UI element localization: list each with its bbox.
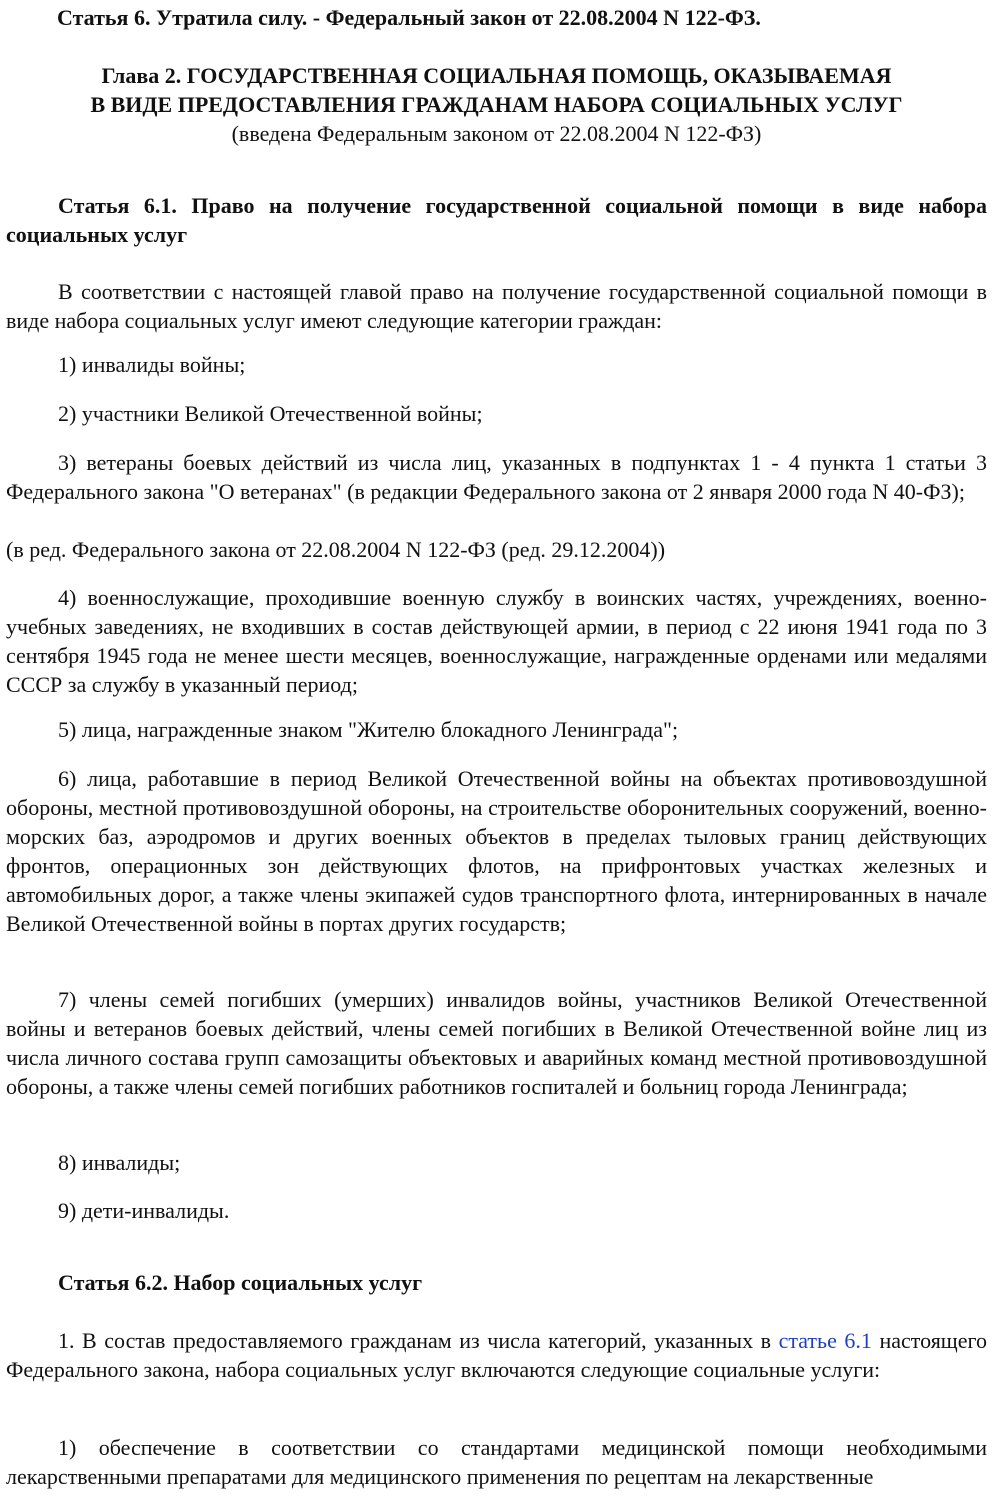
list-item: 9) дети-инвалиды. [58, 1198, 230, 1223]
list-item: 4) военнослужащие, проходившие военную службу в воинских частях, учреждениях, военно-учебных заведениях, не входивших в состав действующей армии, в период с 22 июня 1941 года по 3 сентября 1945 года не менее шести месяцев, военнослужащие, награжденные орденами или медалями СССР за службу в указанный период; [6, 585, 987, 697]
list-item: 6) лица, работавшие в период Великой Отечественной войны на объектах противовоздушной обороны, местной противовоздушной обороны, на строительстве оборонительных сооружений, военно-морских баз, аэродромов и других военных объектов в пределах тыловых границ действующих фронтов, операционных зон действующих флотов, на прифронтовых участках железных и автомобильных дорог, а также члены экипажей судов транспортного флота, интернированных в начале Великой Отечественной войны в портах других государств; [6, 766, 987, 936]
chapter-2-title-line2: В ВИДЕ ПРЕДОСТАВЛЕНИЯ ГРАЖДАНАМ НАБОРА СОЦИАЛЬНЫХ УСЛУГ [90, 92, 903, 117]
list-item: 2) участники Великой Отечественной войны; [58, 401, 483, 426]
list-item: 7) члены семей погибших (умерших) инвалидов войны, участников Великой Отечественной войны и ветеранов боевых действий, члены семей погибших в Великой Отечественной войне лиц из числа личного состава групп самозащиты объектовых и аварийных команд местной противовоздушной обороны, а также члены семей погибших работников госпиталей и больниц города Ленинграда; [6, 987, 987, 1099]
article-6-title: Статья 6. Утратила силу. - Федеральный закон от 22.08.2004 N 122-ФЗ. [57, 5, 761, 30]
list-item: 3) ветераны боевых действий из числа лиц, указанных в подпунктах 1 - 4 пункта 1 статьи 3 Федерального закона "О ветеранах" (в редакции Федерального закона от 2 января 2000 года N 40-ФЗ); [6, 450, 987, 504]
chapter-2-title-line1: Глава 2. ГОСУДАРСТВЕННАЯ СОЦИАЛЬНАЯ ПОМОЩЬ, ОКАЗЫВАЕМАЯ [101, 63, 892, 88]
article-6-2-subitem-1: 1) обеспечение в соответствии со стандартами медицинской помощи необходимыми лекарственными препаратами для медицинского применения по рецептам на лекарственные [6, 1435, 987, 1489]
amendment-note: (в ред. Федерального закона от 22.08.2004 N 122-ФЗ (ред. 29.12.2004)) [6, 537, 666, 562]
article-6-1-link[interactable]: статье 6.1 [778, 1328, 872, 1353]
paragraph-text: настоящего Федерального закона, набора социальных услуг включаются следующие социальные услуги: [6, 1328, 987, 1382]
list-item: 8) инвалиды; [58, 1150, 181, 1175]
paragraph-text: 1. В состав предоставляемого гражданам из числа категорий, указанных в [58, 1328, 772, 1353]
article-6-2-paragraph-1 [6, 1326, 987, 1384]
chapter-2-note: (введена Федеральным законом от 22.08.2004 N 122-ФЗ) [231, 121, 762, 146]
article-6-1-title: Статья 6.1. Право на получение государственной социальной помощи в виде набора социальных услуг [6, 193, 987, 247]
list-item: 5) лица, награжденные знаком "Жителю блокадного Ленинграда"; [58, 717, 679, 742]
list-item: 1) инвалиды войны; [58, 352, 246, 377]
article-6-1-intro: В соответствии с настоящей главой право на получение государственной социальной помощи в виде набора социальных услуг имеют следующие категории граждан: [6, 279, 987, 333]
article-6-2-title: Статья 6.2. Набор социальных услуг [58, 1270, 423, 1295]
